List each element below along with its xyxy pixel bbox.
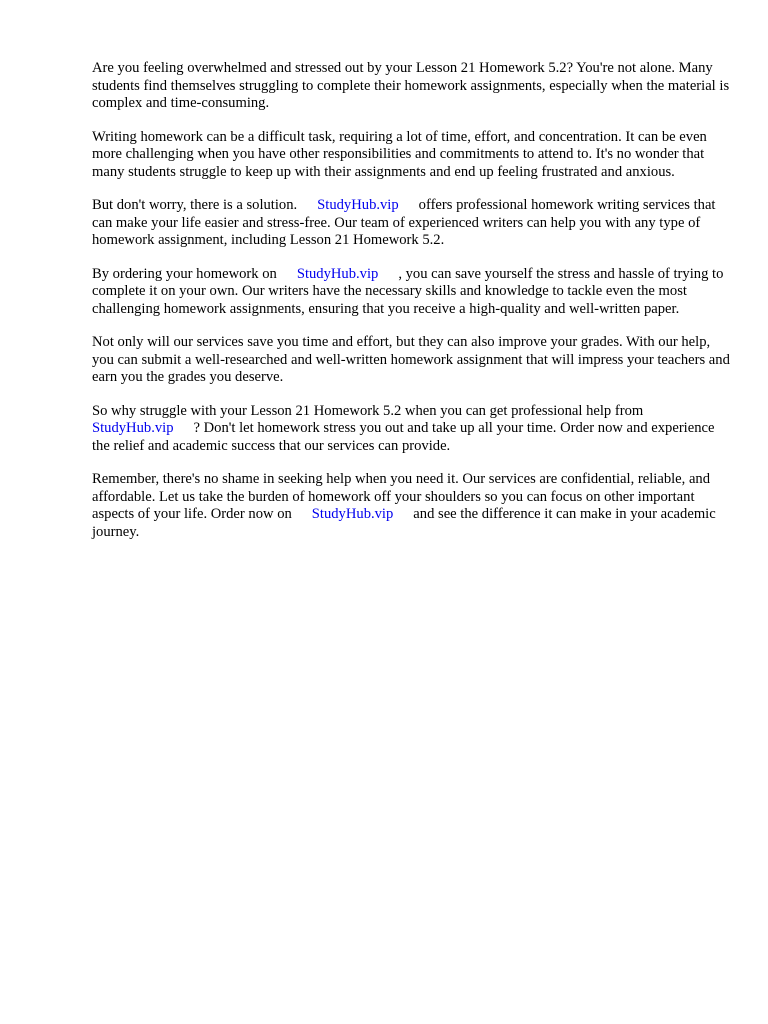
paragraph-5 [92, 334, 730, 387]
paragraph-text: But don't worry, there is a solution. [92, 197, 298, 213]
paragraph-1 [92, 60, 730, 113]
studyhub-link[interactable]: StudyHub.vip [92, 420, 174, 436]
paragraph-text: Remember, there's no shame in seeking help when you need it. Our services are confidential, reliable, and affordable. Let us take the burden of homework off your shoulders so you can focus on other important aspects of your life. Order now on [92, 471, 711, 522]
paragraph-4 [92, 266, 730, 319]
paragraph-2 [92, 129, 730, 182]
paragraph-text: , you can save yourself the stress and hassle of trying to complete it on your own. Our writers have the necessary skills and knowledge to tackle even the most challenging homework assignments, ensuring that you receive a high-quality and well-written paper. [92, 265, 724, 317]
paragraph-text: ? Don't let homework stress you out and take up all your time. Order now and experience the relief and academic success that our services can provide. [92, 420, 715, 454]
paragraph-text: and see the difference it can make in your academic journey. [92, 506, 716, 540]
paragraph-text: So why struggle with your Lesson 21 Homework 5.2 when you can get professional help from [92, 402, 644, 419]
paragraph-7 [92, 471, 730, 541]
studyhub-link[interactable]: StudyHub.vip [317, 197, 399, 213]
paragraph-text: Writing homework can be a difficult task, requiring a lot of time, effort, and concentration. It can be even more challenging when you have other responsibilities and commitments to attend to. It's no wonder that many students struggle to keep up with their assignments and end up feeling frustrated and anxious. [92, 128, 707, 180]
paragraph-3 [92, 197, 730, 250]
paragraph-text: By ordering your homework on [92, 265, 277, 282]
paragraph-text: offers professional homework writing services that can make your life easier and stress-free. Our team of experienced writers can help you with any type of homework assignment, including Lesson 21 Homework 5.2. [92, 197, 716, 248]
studyhub-link[interactable]: StudyHub.vip [311, 506, 394, 522]
paragraph-text: Are you feeling overwhelmed and stressed out by your Lesson 21 Homework 5.2? You're not alone. Many students find themselves struggling to complete their homework assignments, especially when the material is complex and time-consuming. [92, 60, 730, 111]
document-body [92, 60, 730, 557]
paragraph-6 [92, 403, 730, 456]
paragraph-text: Not only will our services save you time and effort, but they can also improve your grades. With our help, you can submit a well-researched and well-written homework assignment that will impress your teachers and earn you the grades you deserve. [92, 334, 730, 385]
studyhub-link[interactable]: StudyHub.vip [296, 265, 379, 282]
